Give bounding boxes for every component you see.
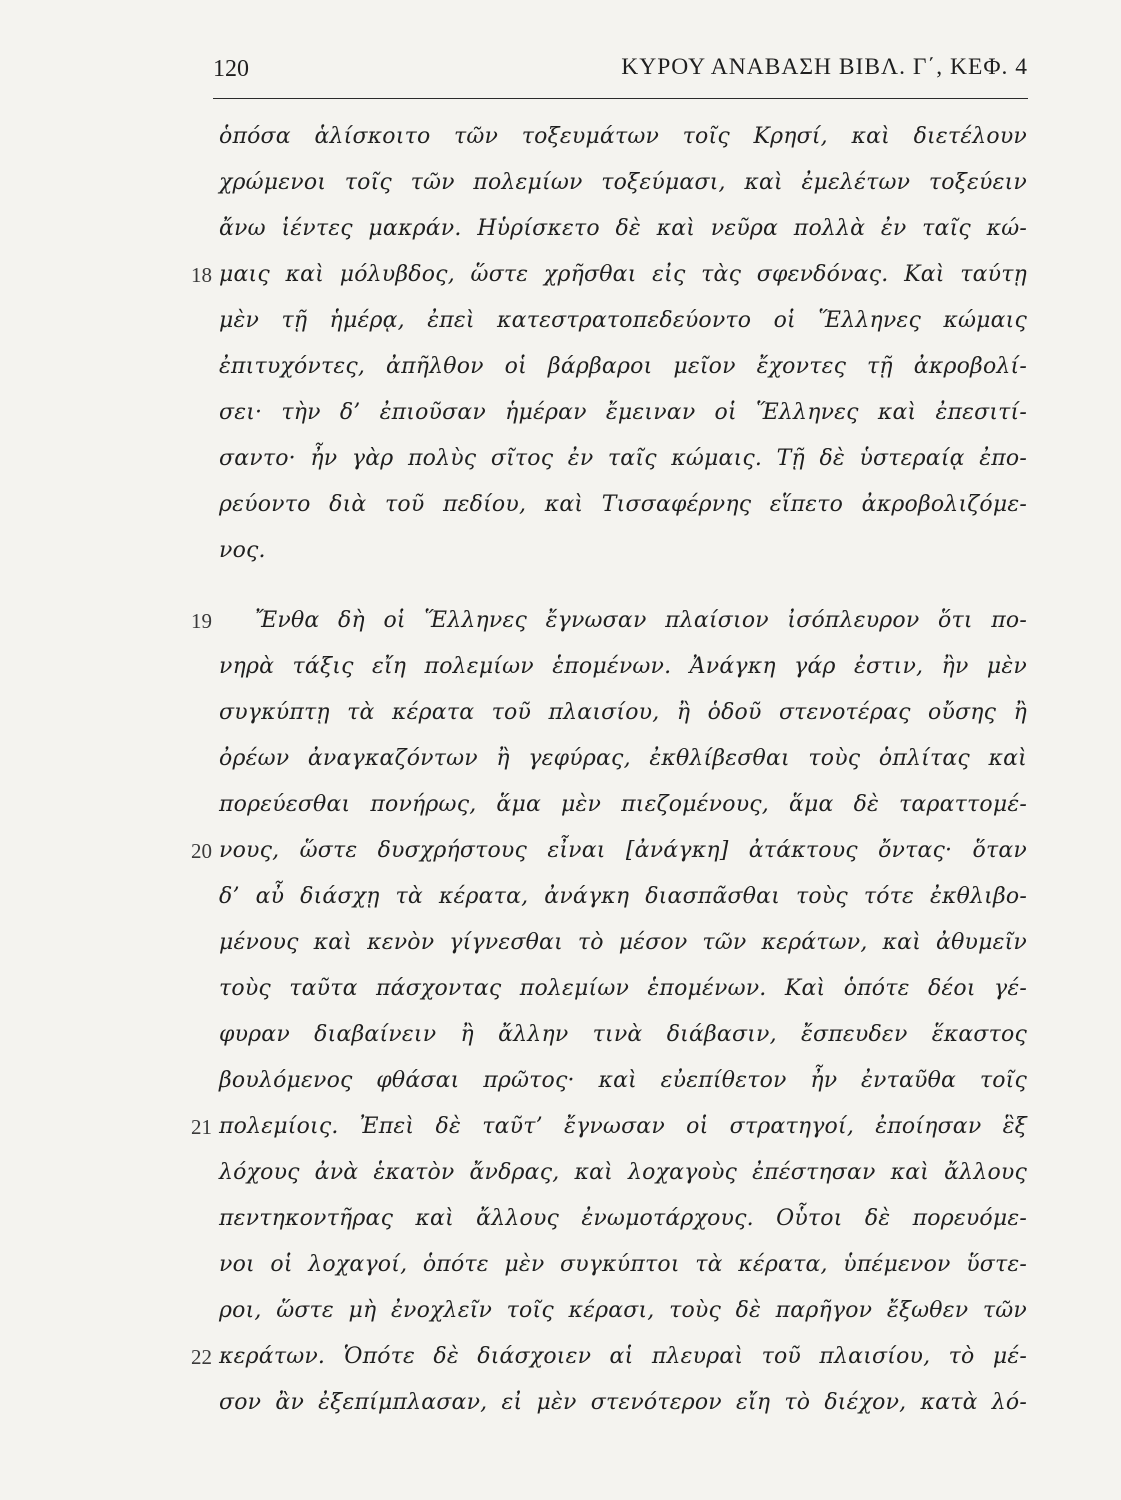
section-number: 22 [191, 1345, 212, 1369]
text-line: κεράτων. Ὁπότε δὲ διάσχοιεν αἱ πλευραὶ τοῦ πλαισίου, τὸ μέ- [219, 1344, 1027, 1369]
text-line: μαις καὶ μόλυβδος, ὥστε χρῆσθαι εἰς τὰς σφενδόνας. Καὶ ταύτῃ [219, 262, 1027, 287]
text-line: ἄνω ἱέντες μακράν. Ηὑρίσκετο δὲ καὶ νεῦρα πολλὰ ἐν ταῖς κώ- [219, 216, 1027, 241]
text-line: σαντο· ἦν γὰρ πολὺς σῖτος ἐν ταῖς κώμαις. Τῇ δὲ ὑστεραίᾳ ἐπο- [219, 446, 1027, 471]
text-line: ὁπόσα ἁλίσκοιτο τῶν τοξευμάτων τοῖς Κρησί, καὶ διετέλουν [219, 124, 1027, 149]
text-line: τοὺς ταῦτα πάσχοντας πολεμίων ἑπομένων. Καὶ ὁπότε δέοι γέ- [219, 976, 1027, 1001]
text-line: ὀρέων ἀναγκαζόντων ἢ γεφύρας, ἐκθλίβεσθαι τοὺς ὁπλίτας καὶ [219, 746, 1027, 771]
text-line: λόχους ἀνὰ ἑκατὸν ἄνδρας, καὶ λοχαγοὺς ἐπέστησαν καὶ ἄλλους [219, 1160, 1027, 1185]
text-line: σει· τὴν δ’ ἐπιοῦσαν ἡμέραν ἔμειναν οἱ Ἕλληνες καὶ ἐπεσιτί- [219, 400, 1027, 425]
text-line: πορεύεσθαι πονήρως, ἅμα μὲν πιεζομένους, ἅμα δὲ ταραττομέ- [219, 792, 1027, 817]
text-line: συγκύπτῃ τὰ κέρατα τοῦ πλαισίου, ἢ ὁδοῦ στενοτέρας οὔσης ἢ [219, 700, 1027, 725]
running-header [213, 50, 1028, 99]
section-number: 18 [191, 263, 212, 287]
text-line: ρεύοντο διὰ τοῦ πεδίου, καὶ Τισσαφέρνης εἵπετο ἀκροβολιζόμε- [219, 492, 1027, 517]
section-number: 20 [191, 839, 212, 863]
text-line: φυραν διαβαίνειν ἢ ἄλλην τινὰ διάβασιν, ἔσπευδεν ἕκαστος [219, 1022, 1027, 1047]
text-line: νοι οἱ λοχαγοί, ὁπότε μὲν συγκύπτοι τὰ κέρατα, ὑπέμενον ὕστε- [219, 1252, 1027, 1277]
text-line: ροι, ὥστε μὴ ἐνοχλεῖν τοῖς κέρασι, τοὺς δὲ παρῆγον ἔξωθεν τῶν [219, 1298, 1027, 1323]
text-line: χρώμενοι τοῖς τῶν πολεμίων τοξεύμασι, καὶ ἐμελέτων τοξεύειν [219, 170, 1027, 195]
text-line: Ἔνθα δὴ οἱ Ἕλληνες ἔγνωσαν πλαίσιον ἰσόπλευρον ὅτι πο- [255, 608, 1027, 633]
text-line: δ’ αὖ διάσχῃ τὰ κέρατα, ἀνάγκη διασπᾶσθαι τοὺς τότε ἐκθλιβο- [219, 884, 1027, 909]
text-line: ἐπιτυχόντες, ἀπῆλθον οἱ βάρβαροι μεῖον ἔχοντες τῇ ἀκροβολί- [219, 354, 1027, 379]
running-title: ΚΥΡΟΥ ΑΝΑΒΑΣΗ ΒΙΒΛ. Γ΄, ΚΕΦ. 4 [621, 54, 1028, 80]
section-number: 19 [191, 609, 212, 633]
text-line: νηρὰ τάξις εἴη πολεμίων ἑπομένων. Ἀνάγκη γάρ ἐστιν, ἢν μὲν [219, 654, 1027, 679]
text-line: νος. [219, 538, 266, 563]
text-line: μὲν τῇ ἡμέρᾳ, ἐπεὶ κατεστρατοπεδεύοντο οἱ Ἕλληνες κώμαις [219, 308, 1027, 333]
text-line: νους, ὥστε δυσχρήστους εἶναι [ἀνάγκη] ἀτάκτους ὄντας· ὅταν [219, 838, 1027, 863]
text-line: πεντηκοντῆρας καὶ ἄλλους ἐνωμοτάρχους. Οὗτοι δὲ πορευόμε- [219, 1206, 1027, 1231]
text-line: μένους καὶ κενὸν γίγνεσθαι τὸ μέσον τῶν κεράτων, καὶ ἀθυμεῖν [219, 930, 1027, 955]
section-number: 21 [191, 1115, 212, 1139]
text-line: πολεμίοις. Ἐπεὶ δὲ ταῦτ’ ἔγνωσαν οἱ στρατηγοί, ἐποίησαν ἓξ [219, 1114, 1027, 1139]
text-line: βουλόμενος φθάσαι πρῶτος· καὶ εὐεπίθετον ἦν ἐνταῦθα τοῖς [219, 1068, 1027, 1093]
text-line: σον ἂν ἐξεπίμπλασαν, εἰ μὲν στενότερον εἴη τὸ διέχον, κατὰ λό- [219, 1390, 1027, 1415]
page-number: 120 [213, 56, 249, 82]
